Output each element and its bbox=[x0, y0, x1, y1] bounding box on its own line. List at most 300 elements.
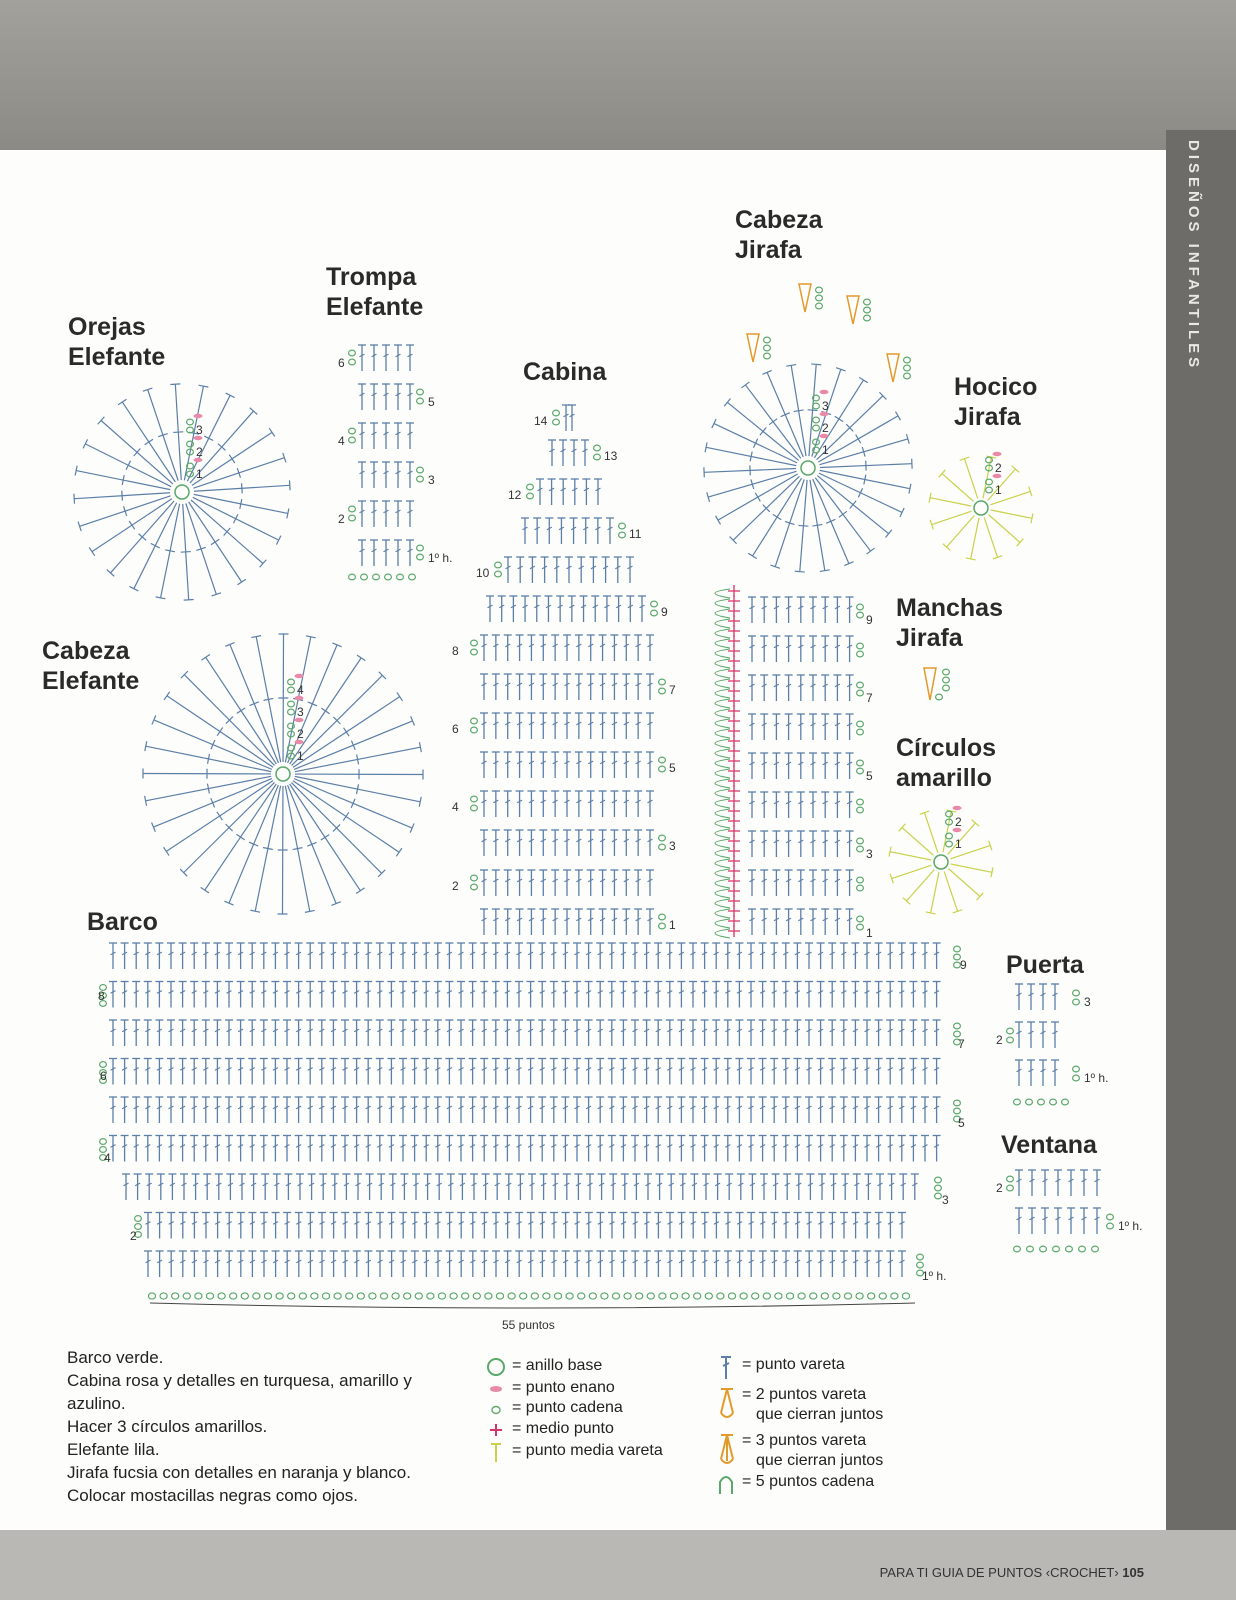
cabina-diagram bbox=[471, 405, 666, 935]
stitch-vareta bbox=[892, 865, 932, 878]
stitch-cadena-arco bbox=[715, 769, 730, 778]
stitch-cadena bbox=[288, 687, 295, 693]
stitch-cadena bbox=[349, 350, 356, 356]
stitch-cadena bbox=[935, 1193, 942, 1199]
stitch-cadena bbox=[594, 445, 601, 451]
stitch-cadena bbox=[936, 694, 943, 700]
stitch-cadena bbox=[496, 1293, 503, 1299]
manchas-jirafa-diagram bbox=[924, 668, 949, 700]
stitch-cadena bbox=[816, 303, 823, 309]
stitch-cadena bbox=[833, 1293, 840, 1299]
stitch-cadena-arco bbox=[715, 679, 730, 688]
stitch-cadena bbox=[397, 574, 404, 580]
stitch-vareta bbox=[947, 515, 975, 546]
note-line: Jirafa fucsia con detalles en naranja y blanco. bbox=[67, 1463, 411, 1482]
stitch-cadena bbox=[752, 1293, 759, 1299]
orejas-elefante-diagram bbox=[74, 384, 290, 600]
stitch-enano bbox=[295, 674, 304, 678]
anillo-base bbox=[801, 461, 815, 475]
round-number: 2 bbox=[196, 445, 203, 459]
cabina-row-number: 14 bbox=[534, 414, 548, 428]
round-number: 1 bbox=[995, 483, 1002, 497]
stitch-vareta bbox=[948, 869, 979, 897]
stitch-cadena bbox=[798, 1293, 805, 1299]
stitch-vareta bbox=[951, 864, 992, 872]
stitch-cadena bbox=[856, 1293, 863, 1299]
stitch-cadena bbox=[520, 1293, 527, 1299]
stitch-cadena-arco bbox=[715, 749, 730, 758]
stitch-cadena bbox=[935, 1185, 942, 1191]
stitch-cadena-arco bbox=[715, 649, 730, 658]
stitch-cadena bbox=[857, 682, 864, 688]
title-hocico-jirafa: Hocico Jirafa bbox=[954, 373, 1038, 431]
stitch-vareta bbox=[971, 518, 979, 559]
stitch-vareta bbox=[902, 828, 933, 856]
stitch-cadena bbox=[647, 1293, 654, 1299]
stitch-cadena-arco bbox=[715, 729, 730, 738]
stitch-cadena-arco bbox=[715, 839, 730, 848]
stitch-cadena bbox=[1066, 1246, 1073, 1252]
stitch-cadena bbox=[705, 1293, 712, 1299]
cabina-row-number: 11 bbox=[629, 527, 642, 541]
stitch-cadena bbox=[813, 425, 820, 431]
stitch-cadena bbox=[417, 476, 424, 482]
stitch-cadena bbox=[917, 1262, 924, 1268]
stitch-cadena-arco bbox=[715, 709, 730, 718]
title-ventana: Ventana bbox=[1001, 1131, 1097, 1159]
stitch-cadena-arco bbox=[715, 799, 730, 808]
stitch-cadena bbox=[594, 454, 601, 460]
anillo-base bbox=[276, 767, 290, 781]
stitch-cadena bbox=[651, 601, 658, 607]
cabina-row-number: 3 bbox=[669, 839, 676, 853]
stitch-cadena bbox=[334, 1293, 341, 1299]
stitch-cadena bbox=[857, 612, 864, 618]
stitch-cadena bbox=[935, 1177, 942, 1183]
stitch-cadena bbox=[857, 768, 864, 774]
stitch-cadena bbox=[1107, 1223, 1114, 1229]
puerta-row-number: 1º h. bbox=[1084, 1071, 1109, 1085]
stitch-cadena bbox=[764, 337, 771, 343]
stitch-cadena bbox=[891, 1293, 898, 1299]
stitch-varetas-juntos bbox=[747, 334, 759, 362]
stitch-cadena bbox=[636, 1293, 643, 1299]
stitch-cadena bbox=[857, 916, 864, 922]
stitch-medio-punto bbox=[728, 925, 740, 937]
cabeza-jirafa-diagram bbox=[704, 364, 912, 572]
stitch-cadena bbox=[187, 441, 194, 447]
note-line: Barco verde. bbox=[67, 1348, 164, 1367]
barco-row-number: 4 bbox=[104, 1151, 111, 1165]
note-line: azulino. bbox=[67, 1394, 126, 1413]
stitch-cadena bbox=[651, 610, 658, 616]
stitch-cadena bbox=[904, 365, 911, 371]
stitch-cadena bbox=[566, 1293, 573, 1299]
stitch-cadena bbox=[276, 1293, 283, 1299]
stitch-cadena bbox=[857, 651, 864, 657]
stitch-cadena-arco bbox=[715, 919, 730, 928]
stitch-cadena bbox=[1038, 1099, 1045, 1105]
stitch-cadena-arco bbox=[715, 659, 730, 668]
stitch-cadena bbox=[471, 640, 478, 646]
stitch-cadena-arco bbox=[715, 899, 730, 908]
stitch-cadena bbox=[230, 1293, 237, 1299]
cabina-side-row-number: 5 bbox=[866, 769, 873, 783]
stitch-varetas-juntos bbox=[924, 668, 936, 700]
stitch-cadena bbox=[471, 796, 478, 802]
round-number: 3 bbox=[196, 423, 203, 437]
stitch-cadena bbox=[810, 1293, 817, 1299]
stitch-cadena bbox=[471, 718, 478, 724]
stitch-cadena bbox=[392, 1293, 399, 1299]
puerta-diagram bbox=[1007, 984, 1080, 1105]
dos-varetas-juntos-icon bbox=[716, 1385, 740, 1421]
stitch-cadena bbox=[1026, 1099, 1033, 1105]
page-footer bbox=[880, 1565, 1144, 1580]
cabina-row-number: 10 bbox=[476, 566, 490, 580]
stitch-cadena bbox=[187, 419, 194, 425]
stitch-cadena bbox=[670, 1293, 677, 1299]
barco-row-number: 1º h. bbox=[922, 1269, 947, 1283]
barco-row-number: 8 bbox=[98, 989, 105, 1003]
barco-row-number: 6 bbox=[100, 1069, 107, 1083]
stitch-cadena bbox=[857, 760, 864, 766]
stitch-cadena bbox=[857, 799, 864, 805]
cabina-row-number: 9 bbox=[661, 605, 668, 619]
barco-row-number: 3 bbox=[942, 1193, 949, 1207]
round-number: 1 bbox=[822, 443, 829, 457]
stitch-cadena bbox=[857, 643, 864, 649]
trompa-row-number: 6 bbox=[338, 356, 345, 370]
cinco-cadenas-icon bbox=[716, 1472, 740, 1496]
stitch-cadena bbox=[763, 1293, 770, 1299]
stitch-cadena bbox=[553, 419, 560, 425]
stitch-cadena bbox=[349, 359, 356, 365]
stitch-cadena bbox=[857, 877, 864, 883]
stitch-cadena bbox=[986, 487, 993, 493]
stitch-cadena bbox=[288, 679, 295, 685]
round-number: 1 bbox=[196, 467, 203, 481]
stitch-vareta bbox=[991, 510, 1032, 518]
stitch-vareta bbox=[988, 515, 1019, 543]
stitch-cadena bbox=[100, 1139, 107, 1145]
note-line: Elefante lila. bbox=[67, 1440, 160, 1459]
stitch-cadena bbox=[508, 1293, 515, 1299]
stitch-varetas-juntos bbox=[799, 284, 811, 312]
stitch-cadena bbox=[427, 1293, 434, 1299]
stitch-enano bbox=[194, 414, 203, 418]
stitch-cadena bbox=[1007, 1028, 1014, 1034]
cabina-row-number: 6 bbox=[452, 722, 459, 736]
round-number: 2 bbox=[955, 815, 962, 829]
stitch-cadena bbox=[857, 807, 864, 813]
cabina-side-row-number: 7 bbox=[866, 691, 873, 705]
round-number: 4 bbox=[297, 683, 304, 697]
stitch-cadena bbox=[816, 287, 823, 293]
anillo-base bbox=[934, 855, 948, 869]
stitch-cadena-arco bbox=[715, 759, 730, 768]
stitch-cadena bbox=[450, 1293, 457, 1299]
trompa-diagram bbox=[349, 345, 424, 580]
stitch-cadena bbox=[864, 299, 871, 305]
stitch-cadena bbox=[986, 457, 993, 463]
stitch-cadena bbox=[857, 729, 864, 735]
stitch-cadena-arco bbox=[715, 909, 730, 918]
stitch-cadena bbox=[821, 1293, 828, 1299]
stitch-cadena bbox=[659, 766, 666, 772]
stitch-cadena-arco bbox=[715, 699, 730, 708]
stitch-cadena bbox=[1040, 1246, 1047, 1252]
cabina-row-number: 12 bbox=[508, 488, 522, 502]
stitch-cadena bbox=[946, 841, 953, 847]
hocico-jirafa-diagram bbox=[929, 452, 1033, 560]
stitch-cadena-arco bbox=[715, 809, 730, 818]
stitch-cadena bbox=[417, 545, 424, 551]
title-puerta: Puerta bbox=[1006, 951, 1084, 979]
stitch-cadena bbox=[218, 1293, 225, 1299]
footer-publication: PARA TI GUIA DE PUNTOS ‹CROCHET› bbox=[879, 1565, 1119, 1580]
stitch-cadena bbox=[1027, 1246, 1034, 1252]
stitch-cadena bbox=[531, 1293, 538, 1299]
title-manchas-jirafa: Manchas Jirafa bbox=[896, 594, 1003, 652]
note-line: Hacer 3 círculos amarillos. bbox=[67, 1417, 268, 1436]
stitch-cadena bbox=[369, 1293, 376, 1299]
stitch-cadena-arco bbox=[715, 739, 730, 748]
stitch-enano bbox=[820, 390, 829, 394]
stitch-cadena bbox=[438, 1293, 445, 1299]
circulos-amarillo-diagram bbox=[889, 806, 993, 914]
stitch-cadena bbox=[373, 574, 380, 580]
stitch-cadena bbox=[902, 1293, 909, 1299]
stitch-cadena bbox=[417, 554, 424, 560]
stitch-cadena bbox=[659, 1293, 666, 1299]
stitch-cadena bbox=[764, 345, 771, 351]
stitch-cadena bbox=[740, 1293, 747, 1299]
ventana-row-number: 2 bbox=[996, 1181, 1003, 1195]
stitch-cadena bbox=[195, 1293, 202, 1299]
stitch-cadena bbox=[954, 1023, 961, 1029]
stitch-cadena bbox=[417, 398, 424, 404]
stitch-cadena bbox=[471, 805, 478, 811]
stitch-cadena bbox=[879, 1293, 886, 1299]
trompa-row-number: 2 bbox=[338, 512, 345, 526]
barco-row-number: 2 bbox=[130, 1229, 137, 1243]
stitch-cadena-arco bbox=[715, 849, 730, 858]
stitch-cadena bbox=[943, 685, 950, 691]
trompa-row-number: 3 bbox=[428, 473, 435, 487]
round-number: 1 bbox=[955, 837, 962, 851]
stitch-cadena bbox=[659, 923, 666, 929]
stitch-cadena bbox=[624, 1293, 631, 1299]
stitch-cadena bbox=[943, 669, 950, 675]
cabina-row-number: 5 bbox=[669, 761, 676, 775]
section-label: DISEÑOS INFANTILES bbox=[1185, 140, 1202, 372]
stitch-cadena bbox=[813, 417, 820, 423]
stitch-cadena bbox=[471, 649, 478, 655]
stitch-cadena bbox=[954, 1108, 961, 1114]
stitch-cadena bbox=[1107, 1214, 1114, 1220]
stitch-cadena bbox=[1007, 1185, 1014, 1191]
stitch-cadena bbox=[485, 1293, 492, 1299]
stitch-cadena bbox=[857, 838, 864, 844]
barco-row-number: 9 bbox=[960, 958, 967, 972]
stitch-cadena bbox=[1007, 1037, 1014, 1043]
note-line: Colocar mostacillas negras como ojos. bbox=[67, 1486, 359, 1505]
stitch-cadena bbox=[172, 1293, 179, 1299]
stitch-cadena-arco bbox=[715, 819, 730, 828]
stitch-cadena bbox=[417, 389, 424, 395]
ventana-diagram bbox=[1007, 1170, 1114, 1252]
stitch-cadena bbox=[160, 1293, 167, 1299]
stitch-cadena bbox=[1007, 1176, 1014, 1182]
stitch-vareta bbox=[924, 813, 937, 853]
stitch-cadena bbox=[554, 1293, 561, 1299]
stitch-cadena bbox=[1050, 1099, 1057, 1105]
stitch-vareta bbox=[984, 517, 997, 557]
title-trompa-elefante: Trompa Elefante bbox=[326, 263, 424, 321]
stitch-cadena bbox=[404, 1293, 411, 1299]
cabeza-elefante-diagram bbox=[143, 634, 423, 914]
stitch-cadena bbox=[619, 532, 626, 538]
title-barco: Barco bbox=[87, 908, 158, 936]
cabina-row-number: 8 bbox=[452, 644, 459, 658]
punto-cadena-icon bbox=[486, 1398, 510, 1420]
stitch-cadena bbox=[288, 709, 295, 715]
stitch-cadena bbox=[775, 1293, 782, 1299]
barco-base-line bbox=[150, 1303, 915, 1308]
stitch-cadena bbox=[816, 295, 823, 301]
stitch-enano bbox=[993, 452, 1002, 456]
stitch-cadena bbox=[864, 315, 871, 321]
round-number: 3 bbox=[297, 705, 304, 719]
stitch-cadena bbox=[1014, 1246, 1021, 1252]
stitch-cadena-arco bbox=[715, 929, 730, 938]
barco-row-number: 7 bbox=[958, 1037, 965, 1051]
stitch-cadena bbox=[954, 946, 961, 952]
barco-row-number: 5 bbox=[958, 1116, 965, 1130]
stitch-cadena bbox=[471, 727, 478, 733]
stitch-cadena bbox=[288, 723, 295, 729]
stitch-enano bbox=[953, 806, 962, 810]
title-cabeza-elefante: Cabeza Elefante bbox=[42, 637, 140, 695]
stitch-cadena-arco bbox=[715, 879, 730, 888]
stitch-vareta bbox=[907, 869, 935, 900]
stitch-cadena bbox=[1073, 1066, 1080, 1072]
stitch-cadena bbox=[299, 1293, 306, 1299]
stitch-cadena bbox=[385, 574, 392, 580]
stitch-cadena bbox=[1092, 1246, 1099, 1252]
stitch-cadena bbox=[495, 571, 502, 577]
cabina-row-number: 7 bbox=[669, 683, 676, 697]
stitch-cadena bbox=[864, 307, 871, 313]
stitch-cadena bbox=[728, 1293, 735, 1299]
stitch-cadena bbox=[288, 701, 295, 707]
stitch-cadena-arco bbox=[715, 889, 730, 898]
round-number: 1 bbox=[297, 749, 304, 763]
stitch-cadena-arco bbox=[715, 629, 730, 638]
stitch-cadena bbox=[135, 1216, 142, 1222]
barco-diagram bbox=[100, 943, 961, 1308]
round-number: 2 bbox=[995, 461, 1002, 475]
stitch-cadena bbox=[357, 1293, 364, 1299]
round-number: 3 bbox=[822, 399, 829, 413]
stitch-cadena bbox=[904, 373, 911, 379]
stitch-cadena bbox=[473, 1293, 480, 1299]
stitch-cadena bbox=[1073, 1075, 1080, 1081]
title-orejas-elefante: Orejas Elefante bbox=[68, 313, 166, 371]
stitch-cadena bbox=[601, 1293, 608, 1299]
medio-punto-icon bbox=[486, 1419, 510, 1441]
stitch-cadena bbox=[311, 1293, 318, 1299]
puerta-row-number: 2 bbox=[996, 1033, 1003, 1047]
stitch-vareta bbox=[942, 474, 973, 502]
punto-enano-icon bbox=[486, 1378, 510, 1400]
stitch-cadena-arco bbox=[715, 859, 730, 868]
stitch-cadena bbox=[100, 1062, 107, 1068]
stitch-vareta bbox=[932, 511, 972, 524]
stitch-cadena bbox=[462, 1293, 469, 1299]
cabina-row-number: 13 bbox=[604, 449, 618, 463]
stitch-cadena bbox=[206, 1293, 213, 1299]
stitch-cadena bbox=[946, 811, 953, 817]
stitch-cadena bbox=[495, 562, 502, 568]
stitch-cadena-arco bbox=[715, 599, 730, 608]
stitch-cadena bbox=[380, 1293, 387, 1299]
stitch-cadena bbox=[659, 688, 666, 694]
stitch-cadena bbox=[349, 506, 356, 512]
title-circulos-amarillo: Círculos amarillo bbox=[896, 734, 997, 792]
page-number: 105 bbox=[1122, 1565, 1144, 1580]
stitch-cadena bbox=[346, 1293, 353, 1299]
stitch-cadena bbox=[857, 690, 864, 696]
ventana-row-number: 1º h. bbox=[1118, 1219, 1143, 1233]
barco-stitch-count: 55 puntos bbox=[502, 1318, 555, 1332]
stitch-cadena bbox=[471, 884, 478, 890]
cabina-side-row-number: 3 bbox=[866, 847, 873, 861]
stitch-cadena bbox=[857, 924, 864, 930]
cabina-row-number: 4 bbox=[452, 800, 459, 814]
round-number: 2 bbox=[297, 727, 304, 741]
punto-media-vareta-icon bbox=[486, 1441, 510, 1465]
stitch-cadena-arco bbox=[715, 829, 730, 838]
stitch-cadena bbox=[857, 846, 864, 852]
stitch-cadena bbox=[322, 1293, 329, 1299]
stitch-cadena bbox=[264, 1293, 271, 1299]
stitch-cadena-arco bbox=[715, 639, 730, 648]
stitch-cadena bbox=[1062, 1099, 1069, 1105]
stitch-cadena bbox=[543, 1293, 550, 1299]
stitch-cadena bbox=[857, 721, 864, 727]
stitch-cadena bbox=[415, 1293, 422, 1299]
anillo-base-icon bbox=[486, 1356, 510, 1378]
stitch-cadena bbox=[694, 1293, 701, 1299]
cabina-row-number: 1 bbox=[669, 918, 676, 932]
stitch-cadena bbox=[253, 1293, 260, 1299]
cabina-side-row-number: 1 bbox=[866, 926, 873, 940]
stitch-cadena bbox=[527, 484, 534, 490]
stitch-cadena bbox=[148, 1293, 155, 1299]
stitch-cadena bbox=[659, 844, 666, 850]
stitch-cadena-arco bbox=[715, 609, 730, 618]
instructions-notes bbox=[67, 1346, 412, 1507]
jirafa-cuernos bbox=[747, 284, 910, 382]
stitch-cadena bbox=[659, 757, 666, 763]
stitch-cadena bbox=[553, 410, 560, 416]
stitch-cadena bbox=[813, 403, 820, 409]
stitch-cadena-arco bbox=[715, 669, 730, 678]
stitch-cadena bbox=[288, 1293, 295, 1299]
stitch-cadena bbox=[682, 1293, 689, 1299]
